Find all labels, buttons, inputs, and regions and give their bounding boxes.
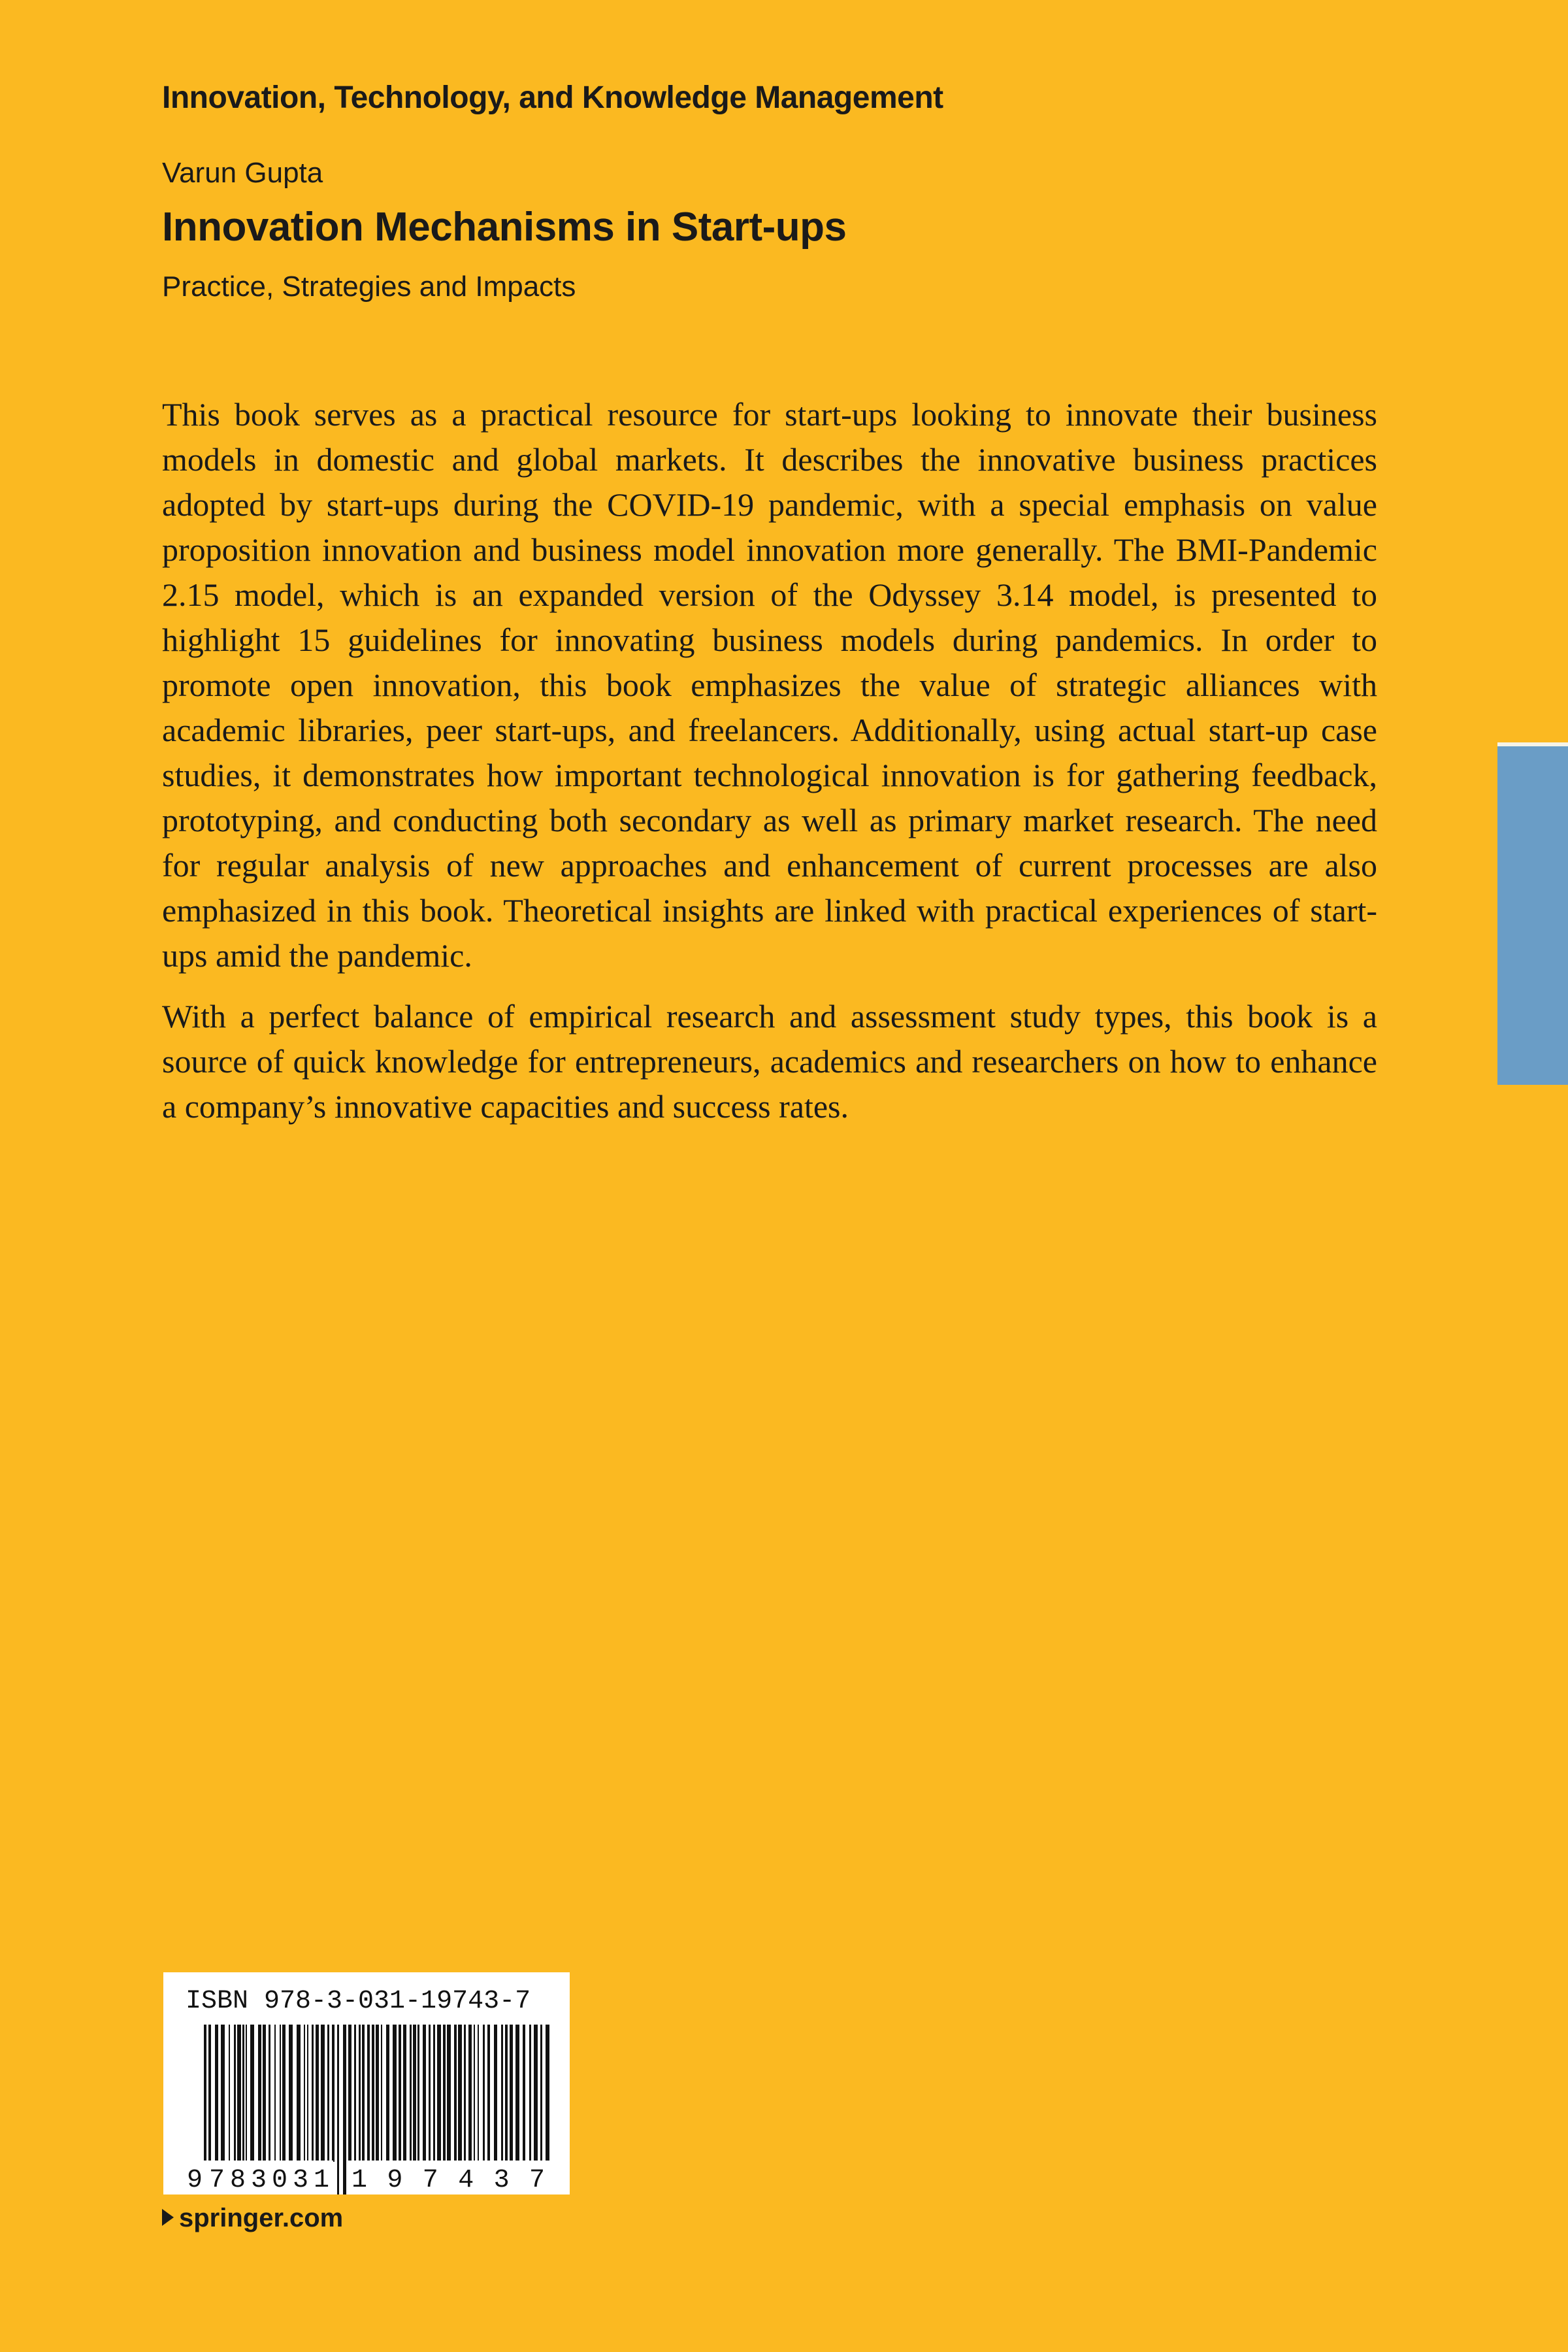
barcode-bar bbox=[348, 2025, 351, 2162]
barcode-bar bbox=[221, 2025, 225, 2162]
barcode-bar bbox=[523, 2025, 525, 2162]
barcode-bar bbox=[515, 2025, 519, 2162]
barcode-bar bbox=[316, 2025, 319, 2162]
barcode-bar bbox=[458, 2025, 462, 2162]
barcode-bar bbox=[483, 2025, 485, 2162]
barcode-bar bbox=[215, 2025, 218, 2162]
barcode-bar bbox=[359, 2025, 361, 2162]
barcode-bar bbox=[417, 2025, 419, 2162]
color-tab bbox=[1497, 742, 1568, 1085]
barcode-bar bbox=[297, 2025, 301, 2162]
barcode-bar bbox=[381, 2025, 382, 2162]
barcode-bar bbox=[464, 2025, 466, 2162]
description-paragraph-2: With a perfect balance of empirical research and assessment study types, this book is a source of quick knowledge for entrepreneurs, academics and researchers on how to enhance a company’s innovative capacities and success rates. bbox=[162, 998, 1377, 1125]
barcode-digit-gap-right bbox=[346, 2161, 550, 2195]
barcode-bar bbox=[494, 2025, 497, 2162]
barcode-bar bbox=[429, 2025, 431, 2162]
barcode-bar bbox=[540, 2025, 542, 2162]
barcode-bar bbox=[337, 2025, 339, 2195]
barcode-bar bbox=[501, 2025, 503, 2162]
barcode-bar bbox=[443, 2025, 446, 2162]
barcode-bar bbox=[237, 2025, 241, 2162]
barcode-bar bbox=[478, 2025, 479, 2162]
barcode-bar bbox=[258, 2025, 261, 2162]
publisher-url: springer.com bbox=[179, 2204, 344, 2232]
barcode-bar bbox=[376, 2025, 379, 2162]
barcode-bar bbox=[399, 2025, 401, 2162]
barcode-bar bbox=[510, 2025, 513, 2162]
barcode-bar bbox=[289, 2025, 293, 2162]
barcode-bar bbox=[367, 2025, 370, 2162]
series-title: Innovation, Technology, and Knowledge Management bbox=[162, 80, 943, 115]
barcode-bar bbox=[487, 2025, 490, 2162]
barcode-bar bbox=[410, 2025, 412, 2162]
barcode-bar bbox=[229, 2025, 230, 2162]
barcode-digits-right: 197437 bbox=[351, 2166, 545, 2195]
barcode-digits-left: 783031 bbox=[209, 2166, 329, 2195]
description-paragraph-1: This book serves as a practical resource for start-ups looking to innovate their business models in domestic and global markets. It describes the innovative business practices adopted by start-ups during the COVID-19 pandemic, with a special emphasis on value proposition innovation and business model innovation more generally. The BMI-Pandemic 2.15 model, which is an expanded version of the Odyssey 3.14 model, is presented to highlight 15 guidelines for innovating business models during pandemics. In order to promote open innovation, this book emphasizes the value of strategic alliances with academic libraries, peer start-ups, and freelancers. Additionally, using actual start-up case studies, it demonstrates how important technological innovation is for gathering feedback, prototyping, and conducting both secondary as well as primary market research. The need for regular analysis of new approaches and enhancement of current processes are also emphasized in this book. Theoretical insights are linked with practical experiences of start-ups amid the pandemic. bbox=[162, 396, 1377, 974]
barcode-bar bbox=[332, 2025, 335, 2162]
barcode-bar bbox=[474, 2025, 475, 2162]
barcode-bar bbox=[304, 2025, 305, 2162]
barcode-bar bbox=[274, 2025, 276, 2162]
barcode-bar bbox=[447, 2025, 451, 2162]
barcode-graphic bbox=[163, 1972, 570, 2195]
barcode-bar bbox=[234, 2025, 236, 2162]
barcode-bar bbox=[437, 2025, 441, 2162]
barcode-digit-lead: 9 bbox=[187, 2166, 203, 2195]
book-description bbox=[162, 392, 1377, 1129]
barcode-bar bbox=[250, 2025, 254, 2162]
barcode-bar bbox=[282, 2025, 286, 2162]
barcode-bar bbox=[327, 2025, 329, 2162]
barcode-bar bbox=[280, 2025, 281, 2162]
isbn-barcode-box bbox=[163, 1972, 570, 2195]
barcode-bar bbox=[529, 2025, 531, 2162]
barcode-bar bbox=[246, 2025, 247, 2162]
arrow-right-icon bbox=[162, 2209, 174, 2226]
barcode-bar bbox=[433, 2025, 435, 2162]
book-title: Innovation Mechanisms in Start-ups bbox=[162, 205, 847, 250]
barcode-bar bbox=[321, 2025, 325, 2162]
barcode-bar bbox=[307, 2025, 308, 2162]
book-subtitle: Practice, Strategies and Impacts bbox=[162, 271, 576, 303]
barcode-bar bbox=[505, 2025, 508, 2162]
barcode-bar bbox=[242, 2025, 244, 2162]
barcode-bar bbox=[423, 2025, 426, 2162]
barcode-bar bbox=[354, 2025, 356, 2162]
barcode-bar bbox=[269, 2025, 270, 2162]
barcode-bar bbox=[372, 2025, 374, 2162]
barcode-bar bbox=[386, 2025, 389, 2162]
barcode-bar bbox=[534, 2025, 538, 2162]
barcode-bar bbox=[454, 2025, 457, 2162]
author-name: Varun Gupta bbox=[162, 157, 323, 189]
barcode-bar bbox=[312, 2025, 314, 2162]
barcode-bar bbox=[263, 2025, 266, 2162]
barcode-bar bbox=[413, 2025, 416, 2162]
barcode-bar bbox=[403, 2025, 406, 2162]
barcode-bar bbox=[393, 2025, 397, 2162]
barcode-bar bbox=[343, 2025, 346, 2195]
publisher-link[interactable] bbox=[162, 2204, 343, 2233]
isbn-label: ISBN 978-3-031-19743-7 bbox=[186, 1987, 531, 2016]
barcode-bar bbox=[362, 2025, 365, 2162]
barcode-bar bbox=[468, 2025, 472, 2162]
